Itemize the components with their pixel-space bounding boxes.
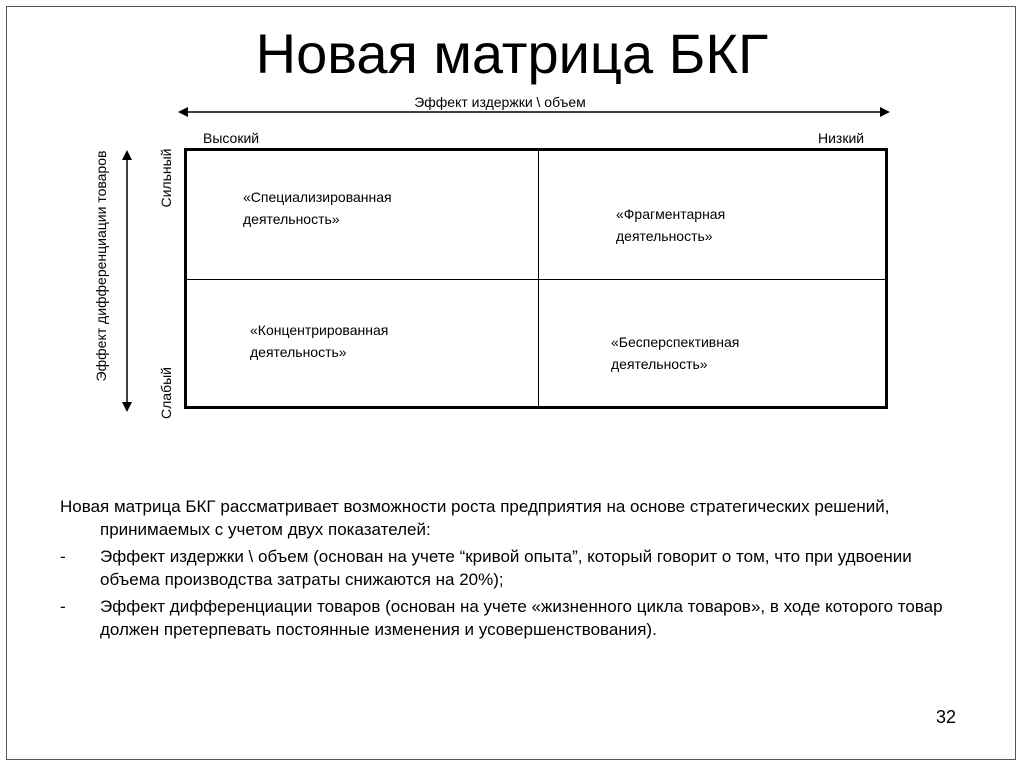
- page-number: 32: [936, 707, 957, 727]
- x-high-label: Высокий: [203, 130, 260, 146]
- bullet-marker: -: [60, 547, 66, 566]
- cell-concentrated: «Концентрированная деятельность»: [250, 322, 389, 360]
- bullet-item: [60, 595, 960, 641]
- x-low-label: Низкий: [818, 130, 865, 146]
- bullet-text: Эффект дифференциации товаров (основан на учете «жизненного цикла товаров», в ходе которого товар должен претерпевать постоянные изменения и усовершенствования).: [100, 597, 943, 639]
- y-weak-label: Слабый: [158, 367, 174, 419]
- cell-specialized: «Специализированная деятельность»: [243, 189, 392, 227]
- x-axis-label: Эффект издержки \ объем: [414, 94, 586, 110]
- intro-paragraph: Новая матрица БКГ рассматривает возможности роста предприятия на основе стратегических решений, принимаемых с учетом двух показателей:: [60, 497, 890, 539]
- matrix-horizontal-divider: [187, 279, 885, 280]
- x-axis-double-arrow: [178, 106, 890, 118]
- slide-title: Новая матрица БКГ: [255, 22, 769, 85]
- cell-unpromising: «Бесперспективная деятельность»: [611, 334, 740, 372]
- body-text: [60, 495, 960, 645]
- y-axis-double-arrow: [119, 150, 135, 412]
- bullet-item: [60, 545, 960, 591]
- y-axis-label: Эффект дифференциации товаров: [93, 150, 109, 382]
- y-strong-label: Сильный: [158, 148, 174, 208]
- bullet-text: Эффект издержки \ объем (основан на учете “кривой опыта”, который говорит о том, что при удвоении объема производства затраты снижаются на 20%);: [100, 547, 912, 589]
- cell-fragmented: «Фрагментарная деятельность»: [616, 206, 726, 244]
- bullet-marker: -: [60, 597, 66, 616]
